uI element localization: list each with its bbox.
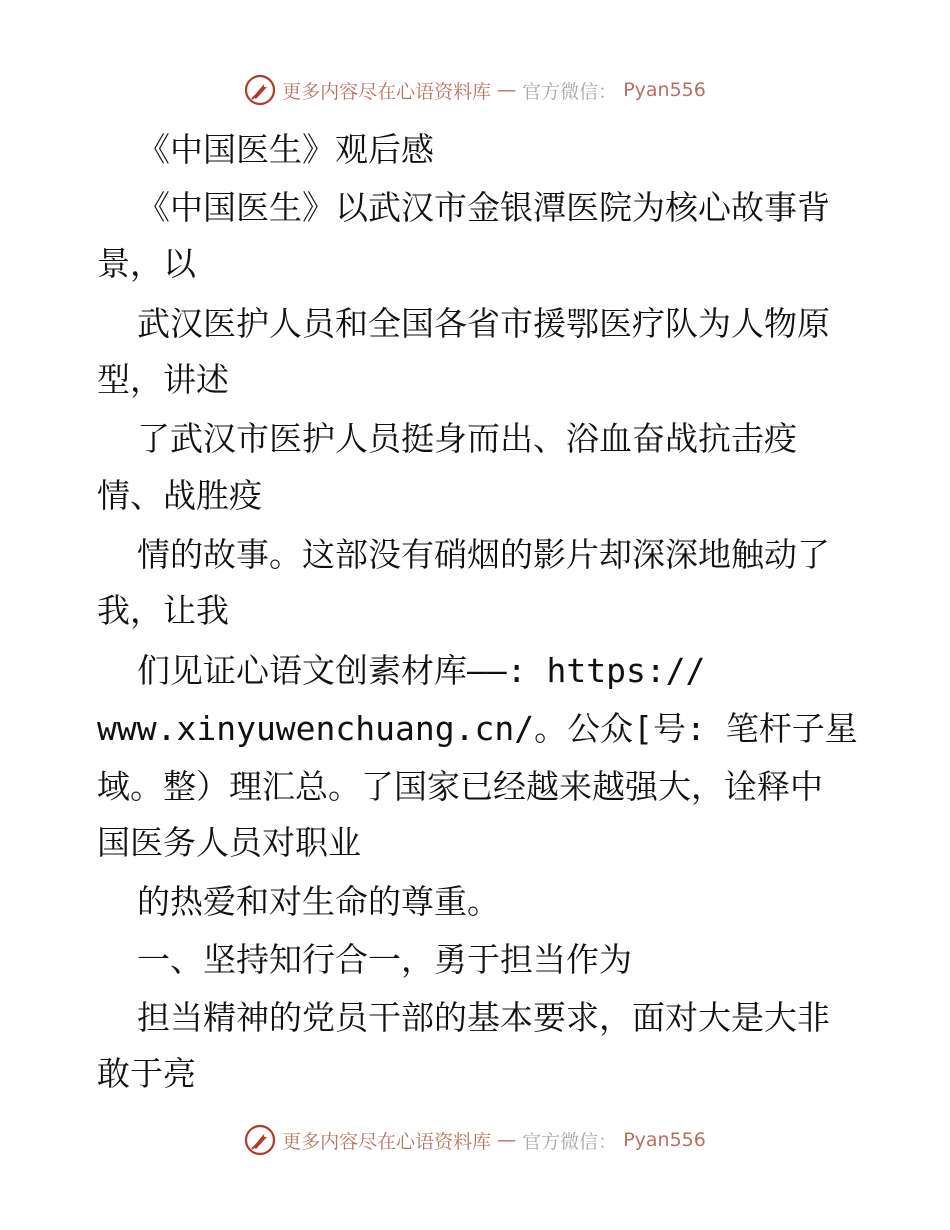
doc-line: 情、战胜疫 (97, 476, 262, 515)
footer-banner (0, 1120, 950, 1160)
doc-line: 武汉医护人员和全国各省市援鄂医疗队为人物原 (137, 304, 830, 343)
doc-line: 型，讲述 (97, 360, 229, 399)
doc-line: 们见证心语文创素材库——: https:// (137, 651, 706, 690)
pen-nib-logo-icon (244, 74, 276, 106)
footer-banner-separator: — (497, 1129, 517, 1151)
doc-line-url: www.xinyuwenchuang.cn/。公众[号: 笔杆子星 (97, 709, 858, 748)
doc-line: 《中国医生》以武汉市金银潭医院为核心故事背 (137, 188, 830, 227)
doc-line: 域。整）理汇总。了国家已经越来越强大，诠释中 (97, 767, 823, 806)
header-wechat-id: Pyan556 (623, 79, 706, 101)
doc-line: 了武汉市医护人员挺身而出、浴血奋战抗击疫 (137, 419, 797, 458)
doc-line: 担当精神的党员干部的基本要求，面对大是大非 (137, 998, 830, 1037)
footer-wechat-label: 官方微信： (522, 1130, 618, 1153)
doc-line: 的热爱和对生命的尊重。 (137, 882, 500, 921)
header-wechat-label: 官方微信： (522, 80, 618, 103)
header-banner-text: 更多内容尽在心语资料库 (282, 80, 492, 103)
header-banner-separator: — (497, 79, 517, 101)
doc-line: 我，让我 (97, 591, 229, 630)
header-banner (0, 70, 950, 110)
doc-section-heading: 一、坚持知行合一，勇于担当作为 (137, 940, 632, 979)
pen-nib-logo-icon (244, 1124, 276, 1156)
doc-line: 情的故事。这部没有硝烟的影片却深深地触动了 (137, 535, 830, 574)
footer-wechat-id: Pyan556 (623, 1129, 706, 1151)
doc-line: 敢于亮 (97, 1054, 196, 1093)
doc-line: 景，以 (97, 244, 196, 283)
footer-banner-text: 更多内容尽在心语资料库 (282, 1130, 492, 1153)
doc-line: 国医务人员对职业 (97, 823, 361, 862)
doc-title: 《中国医生》观后感 (137, 130, 434, 169)
